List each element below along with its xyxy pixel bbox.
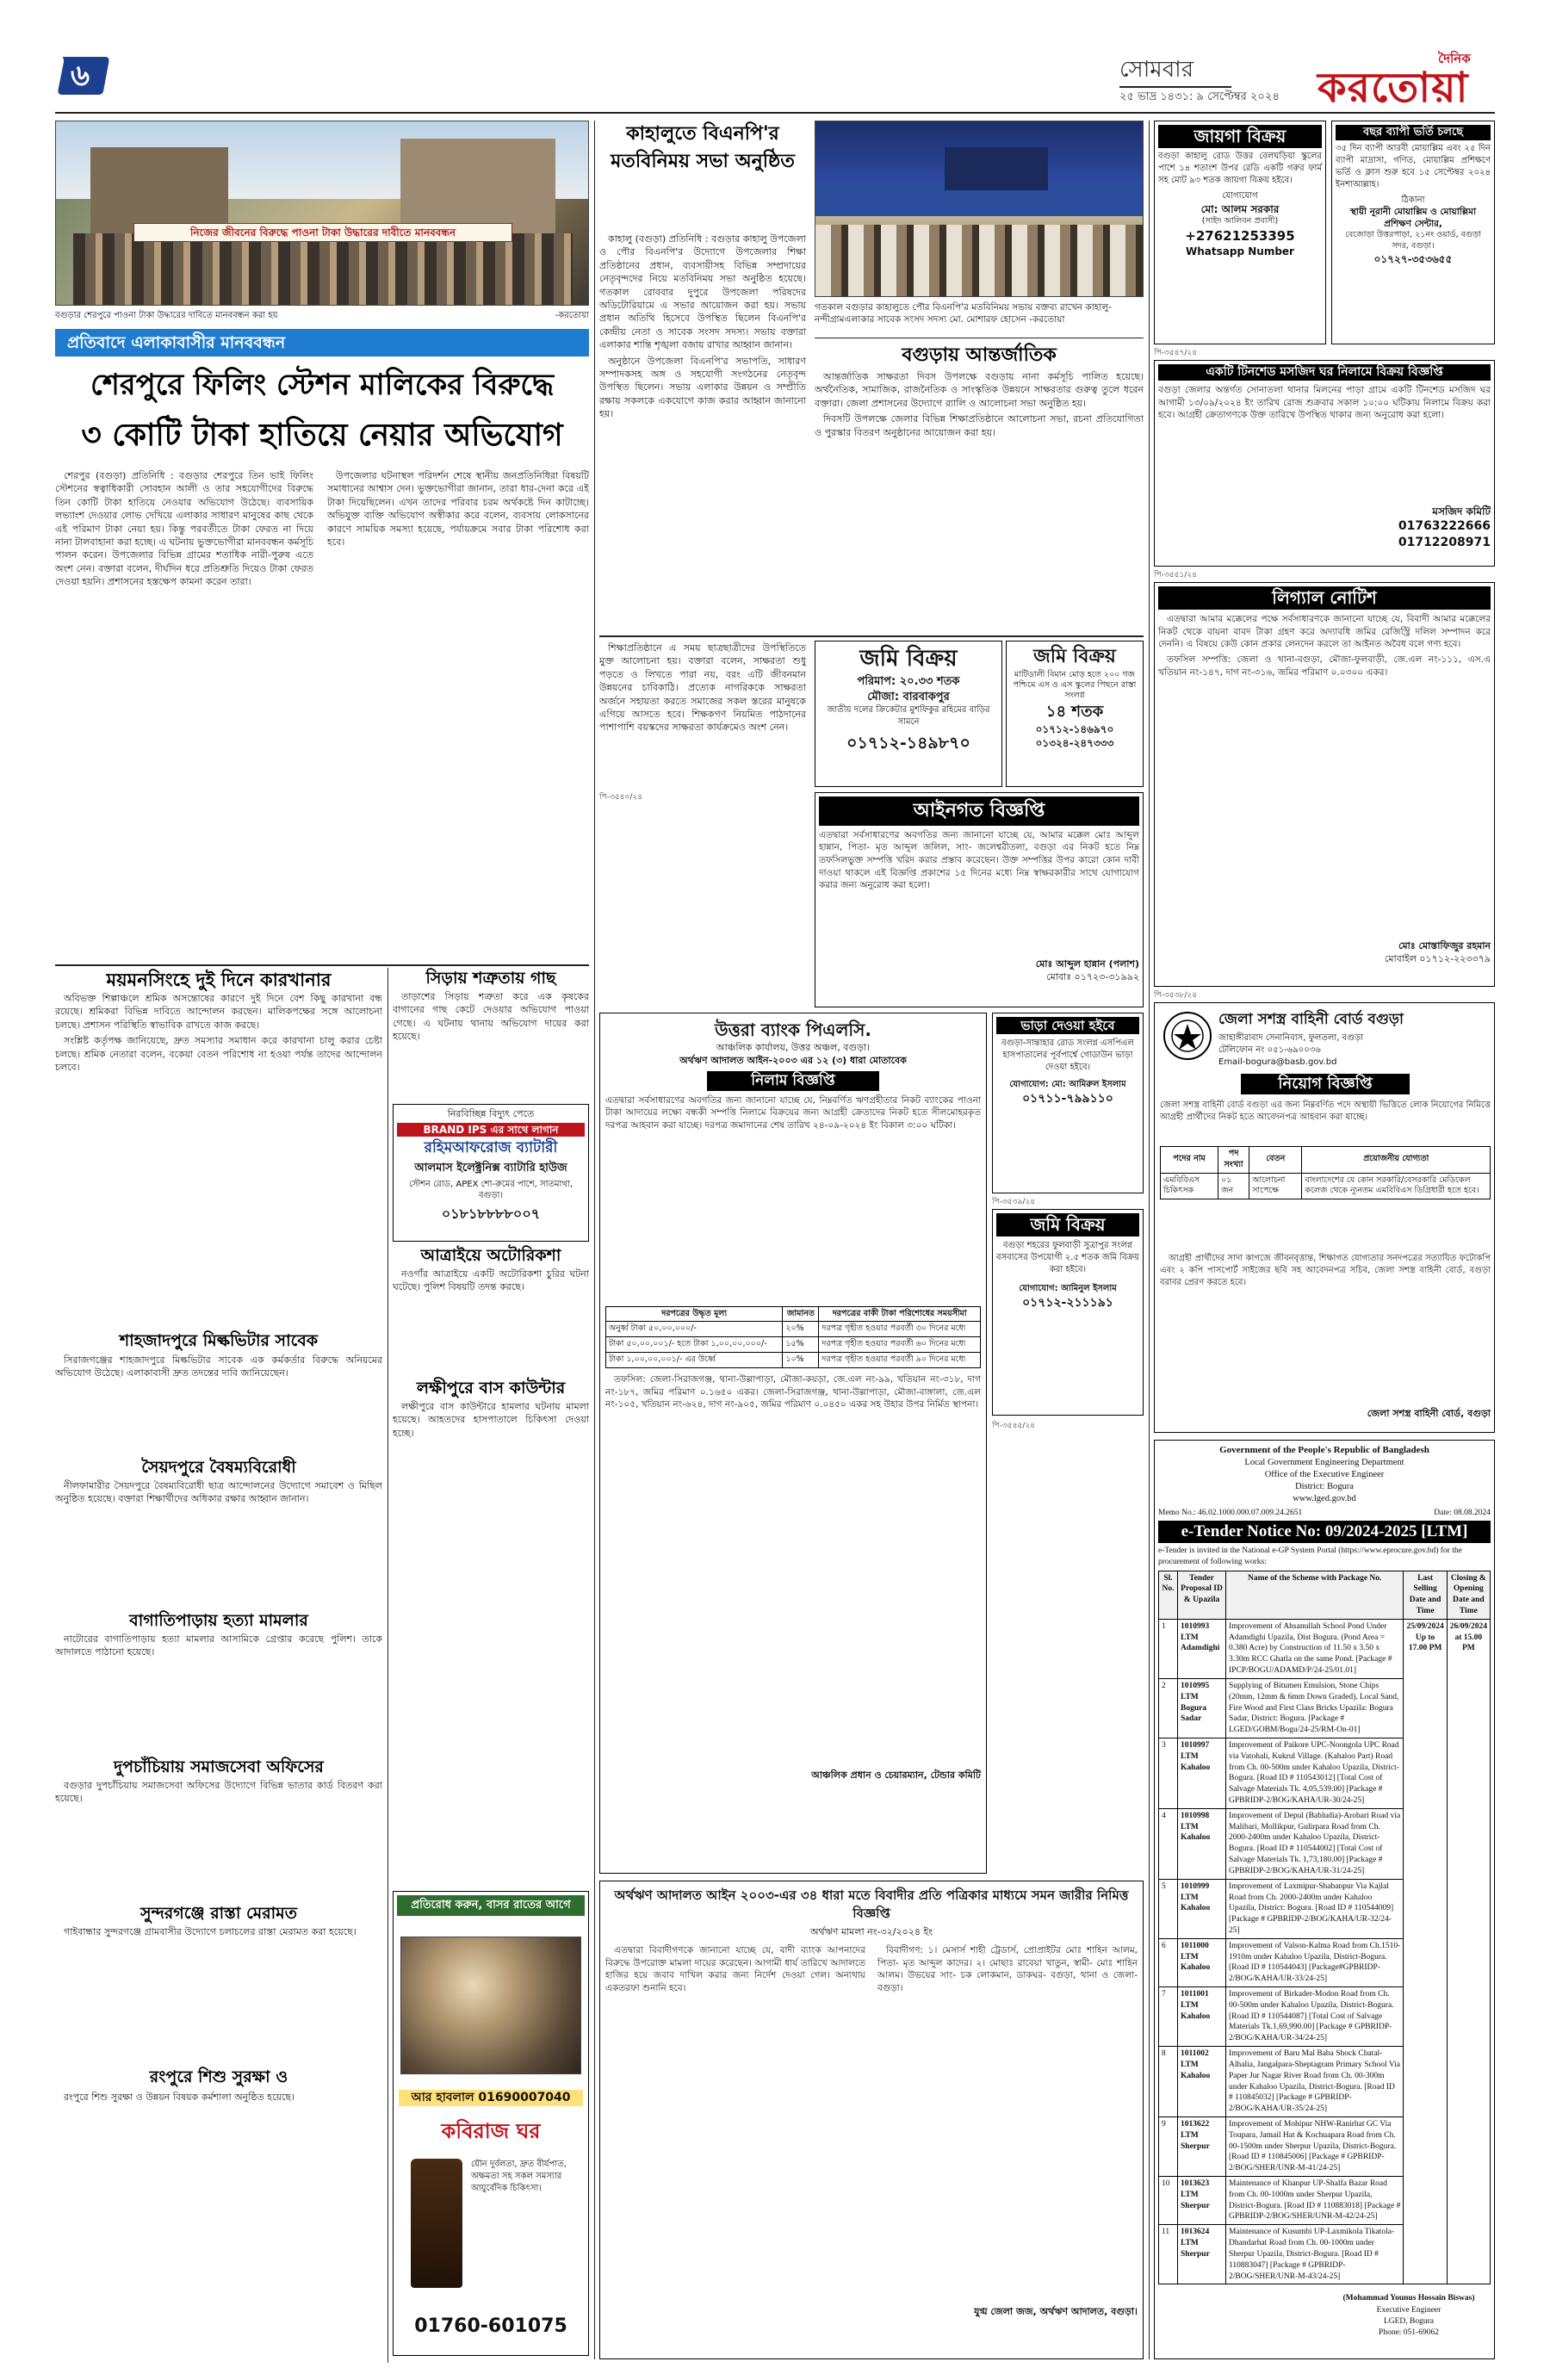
lead-photo-banner: নিজের জীবনের বিরুদ্ধে পাওনা টাকা উদ্ধারের দাবীতে মানববন্ধন	[133, 223, 512, 242]
course-ad-body: ৩৫ দিন ব্যাপী আরবী মোয়াল্লিম এবং ২৫ দিন ব্যাপী মাদ্রাসা, গণিত, মোয়াল্লিম প্রশিক্ষণে ভর্তি ও ক্লাস শুরু হবে ১৫ সেপ্টেম্বর ২০২৪ ইনশাআল্লাহ।	[1336, 143, 1491, 189]
col-mid-filler	[599, 641, 806, 1003]
land-ad-3-contact: যোগাযোগ: আমিনুল ইসলাম	[1019, 1284, 1117, 1293]
logo: করতোয়া	[1318, 64, 1469, 112]
course-ad	[1331, 121, 1495, 344]
legal-notice-1-title: আইনগত বিজ্ঞপ্তি	[819, 796, 1139, 826]
ad-code-1: পি-৩৫৪০/২৪	[599, 793, 643, 802]
col3-body-1	[393, 990, 589, 1102]
army-emblem-icon	[1162, 1010, 1213, 1062]
land-ad-1-area: পরিমাপ: ২০.৩৩ শতক	[857, 675, 960, 689]
tender-cell: 7	[1159, 1987, 1178, 2047]
lead-photo-caption: বগুড়ার শেরপুরে পাওনা টাকা উদ্ধারের দাবিতে মানববন্ধন করা হয়	[55, 311, 278, 320]
court-notice-title: অর্থঋণ আদালত আইন ২০০৩-এর ৩৪ ধারা মতে বিবাদীর প্রতি পত্রিকার মাধ্যমে সমন জারীর নিমিত্ত বিজ্ঞপ্তি	[614, 1887, 1129, 1921]
bank-cell: দরপত্র গৃহীত হওয়ার পরবর্তী ৯০ দিনের মধ্যে	[819, 1353, 981, 1368]
place-ad	[1154, 121, 1326, 344]
col2-body-2-text: সিরাজগঞ্জের শাহজাদপুরে মিল্কভিটার সাবেক এক কর্মকর্তার বিরুদ্ধে অনিয়মের অভিযোগ উঠেছে। এলাকাবাসী দ্রুত তদন্তের দাবি জানিয়েছেন।	[55, 1354, 382, 1379]
tender-cell: 1011002 LTM Kahaloo	[1178, 2047, 1226, 2117]
interfaith-headline: বগুড়ায় আন্তর্জাতিক	[902, 344, 1057, 366]
tender-cell: 8	[1159, 2047, 1178, 2117]
bank-cell: টাকা ১,০০,০০,০০১/- এর উর্ধ্বে	[606, 1353, 783, 1368]
rent-ad	[992, 1013, 1144, 1193]
header-date-rule	[1119, 86, 1231, 88]
col2-headline-4: বাগাতিপাড়ায় হত্যা মামলার	[129, 1611, 308, 1630]
place-ad-phone: +27621253395	[1185, 227, 1295, 244]
medicine-phone-2: 01760-601075	[414, 2315, 567, 2337]
tender-cell: 5	[1159, 1879, 1178, 1938]
tender-cell: 26/09/2024 at 15.00 PM	[1447, 1619, 1490, 2284]
col3-headline-1: সিড়ায় শত্রুতায় গাছ	[425, 969, 556, 988]
bank-cell: দরপত্র গৃহীত হওয়ার পরবর্তী ৩০ দিনের মধ্যে	[819, 1322, 981, 1337]
col2-headline-3: সৈয়দপুরে বৈষম্যবিরোধী	[141, 1458, 296, 1477]
rent-ad-contact: যোগাযোগ: মো: আমিরুল ইসলাম	[1009, 1080, 1126, 1090]
land-ad-2-phone-2: ০১৩২৪-২৪৭৩৩৩	[1035, 737, 1114, 750]
col2-headline-6: সুন্দরগঞ্জে রাস্তা মেরামত	[140, 1904, 297, 1923]
col3-headline-2: আত্রাইয়ে অটোরিকশা	[420, 1246, 561, 1265]
tender-cell: 1013624 LTM Sherpur	[1178, 2225, 1226, 2284]
army-th-0: পদের নাম	[1161, 1147, 1218, 1174]
army-board-email: Email-bogura@basb.gov.bd	[1218, 1057, 1337, 1067]
court-notice-body	[605, 1944, 1138, 2306]
col3-body-2-text: নওগাঁর আত্রাইয়ে একটি অটোরিকশা চুরির ঘটনা ঘটেছে। পুলিশ বিষয়টি তদন্ত করছে।	[393, 1268, 589, 1293]
interfaith-body-text: আন্তর্জাতিক সাক্ষরতা দিবস উপলক্ষে বগুড়ায় নানা কর্মসূচি পালিত হয়েছে। অর্থনৈতিক, সামাজিক, রাজনৈতিক ও সাংস্কৃতিক উন্নয়নে সাক্ষরতার গুরুত্ব তুলে ধরেন বক্তারা। জেলা প্রশাসনের উদ্যোগে র‍্যালি ও আলোচনা সভা অনুষ্ঠিত হয়।	[815, 371, 1144, 409]
bank-th-2: দরপত্রের বাকী টাকা পরিশোধের সময়সীমা	[819, 1306, 981, 1322]
tender-sign-title: Executive Engineer	[1376, 2306, 1442, 2315]
tender-cell: 11	[1159, 2225, 1178, 2284]
rent-ad-title: ভাড়া দেওয়া হইবে	[996, 1017, 1139, 1034]
land-ad-3-phone: ০১৭১২-২১১১৯১	[1022, 1295, 1113, 1310]
bank-branch: আঞ্চলিক কার্যালয়, উত্তর অঞ্চল, বগুড়া।	[716, 1042, 871, 1053]
tender-cell: 1010997 LTM Kahaloo	[1178, 1738, 1226, 1808]
tender-cell: 1010995 LTM Bogura Sadar	[1178, 1678, 1226, 1738]
col2-body-text: অবিভক্ত শিল্পাঞ্চলে শ্রমিক অসন্তোষের কারণে দুই দিনে বেশ কিছু কারখানা বন্ধ রয়েছে। শ্রমিকরা বিভিন্ন দাবিতে আন্দোলন করছেন। মালিকপক্ষের সঙ্গে আলোচনা চলছে। প্রশাসন পরিস্থিতি স্বাভাবিক রাখতে কাজ করছে।	[55, 993, 382, 1031]
tender-cell: 1011000 LTM Kahaloo	[1178, 1938, 1226, 1986]
rent-ad-phone: ০১৭১১-৭৯৯১১০	[1022, 1091, 1113, 1106]
bank-cell: ২০%	[783, 1322, 819, 1337]
tender-cell: Supplying of Bitumen Emulsion, Stone Chips (20mm, 12mm & 6mm Down Graded), Local Sand, Fire Wood and First Class Bricks Upazila: Bogura Sadar, District: Bogura. [Package # LGED/GOBM/Bogu/24-25/RM-On-01]	[1226, 1678, 1404, 1738]
army-board-terms	[1160, 1253, 1491, 1399]
table-row	[606, 1353, 981, 1368]
mosque-ad-phone-1: 01763222666	[1398, 519, 1491, 534]
col2-headline-2: শাহজাদপুরে মিল্কভিটার সাবেক	[119, 1331, 319, 1350]
tender-sign-phone: Phone: 051-69062	[1379, 2328, 1439, 2337]
tender-sign-office: LGED, Bogura	[1383, 2317, 1435, 2326]
bank-name: উত্তরা ব্যাংক পিএলসি.	[715, 1020, 871, 1040]
place-ad-body: বগুড়া কাহালু রোড উত্তর বেলঘড়িয়া স্কুলের পাশে ১৪ শতাংশ উপর রেডি একটি গরুর ফার্ম সহ মোট ৯৩ শতক জায়গা বিক্রয় হইবে।	[1158, 152, 1322, 185]
tender-district: District: Bogura	[1295, 1482, 1354, 1492]
page-number-badge	[55, 53, 112, 96]
army-cell: বাংলাদেশের যে কোন সরকারি/বেসরকারি মেডিকেল কলেজ থেকে ন্যূনতম এমবিবিএস ডিগ্রিধারী হতে হবে।	[1302, 1173, 1491, 1199]
legal-notice-1	[815, 792, 1144, 1007]
course-ad-title: বছর ব্যাপী ভর্তি চলছে	[1336, 125, 1491, 140]
army-th-2: বেতন	[1249, 1147, 1302, 1174]
col2-body-3	[55, 1479, 382, 1608]
ad-code-6: পি-৩৫৩৮/২৪	[1154, 991, 1198, 1000]
tender-th-0: Sl. No.	[1159, 1571, 1178, 1619]
land-ad-3	[992, 1209, 1144, 1416]
tender-cell: Improvement of Depul (Babludia)-Arobari Road via Malibari, Mollikpur, Gulirpara Road from Ch. 2000-2400m under Kahaloo Upazila, District-Bogura. [Road ID # 110544002] [Total Cost of Salvage Materials Tk. 1,73,180.00] [Package # GPBRIDP-2/BOG/KAHA/UR-31/24-25]	[1226, 1808, 1404, 1879]
land-ad-1	[815, 641, 1002, 787]
army-board-table	[1160, 1146, 1491, 1199]
tender-cell: Improvement of Birkader-Modon Road from Ch. 00-500m under Kahaloo Upazila, District-Bogura. [Road ID # 110544087] [Total Cost of Salvage Materials Tk.1,69,990.00] [Package # GPBRIDP-2/BOG/KAHA/UR-34/24-25]	[1226, 1987, 1404, 2047]
kahalu-body-text: কাহালু (বগুড়া) প্রতিনিধি : বগুড়ার কাহালু উপজেলা ও পৌর বিএনপি'র উদ্যোগে উপজেলার শিক্ষা প্রতিষ্ঠানের প্রধান, ব্যবসায়ীসহ বিভিন্ন সম্প্রদায়ের নেতৃবৃন্দদের নিয়ে মতবিনিময় সভা অনুষ্ঠিত হয়েছে। গতকাল রোববার দুপুরে উপজেলা পরিষদের অডিটোরিয়ামে এ সভার আয়োজন করা হয়। সভায় প্রধান অতিথি হিসেবে উপস্থিত ছিলেন বিএনপি'র কেন্দ্রীয় নেতা ও সাবেক সংসদ সদস্য। সভায় বক্তারা এলাকার শান্তি শৃঙ্খলা বজায় রাখার আহ্বান জানান।	[599, 233, 806, 351]
land-ad-1-title: জমি বিক্রয়	[859, 646, 958, 672]
kahalu-bottom-rule	[599, 635, 1144, 637]
land-ad-2-title: জমি বিক্রয়	[1033, 646, 1116, 667]
tender-th-1: Tender Proposal ID & Upazila	[1178, 1571, 1226, 1619]
tender-cell: 10	[1159, 2177, 1178, 2225]
court-notice-body-text-2: বিবাদীগণ: ১। মেসার্স শাহী ট্রেডার্স, প্রোপ্রাইটর মোঃ শাহিন আলম, পিতা- মৃত আব্দুল কাদের। ২। মোছাঃ রাবেয়া খাতুন, স্বামী- মোঃ শাহিন আলম। উভয়ের সাং- চক লোকমান, ডাকঘর- বগুড়া, থানা ও জেলা- বগুড়া।	[877, 1944, 1138, 1993]
mosque-ad-title: একটি টিনশেড মসজিদ ঘর নিলামে বিক্রয় বিজ্ঞপ্তি	[1158, 364, 1491, 381]
army-board-notice: নিয়োগ বিজ্ঞপ্তি	[1241, 1074, 1410, 1094]
col3-body-2	[393, 1267, 589, 1371]
course-ad-addr: বেজোড়া উত্তরপাড়া, ২১নং ওয়ার্ড, বগুড়া সদর, বগুড়া।	[1345, 230, 1481, 251]
court-notice-body-text: এতদ্বারা বিবাদীগণকে জানানো যাচ্ছে যে, বাদী ব্যাংক আপনাদের বিরুদ্ধে উপরোক্ত মামলা দায়ের করেছেন। আগামী ধার্য তারিখে আদালতে হাজির হয়ে জবাব দাখিল করার জন্য নির্দেশ দেওয়া গেল। অন্যথায় একতরফা শুনানি হবে।	[605, 1944, 865, 1993]
col2-body-7	[55, 2091, 382, 2340]
bank-notice-title: নিলাম বিজ্ঞপ্তি	[707, 1071, 879, 1091]
medicine-phone-1: আর হাবলাল 01690007040	[399, 2090, 583, 2106]
battery-line2: BRAND IPS এর সাথে লাগান	[397, 1123, 585, 1137]
land-ad-3-body: বগুড়া শহরের ফুলবাড়ী সুত্রাপুর সংলগ্ন বসবাসের উপযোগী ২.৫ শতক জমি বিক্রয় করা হইবে।	[996, 1241, 1139, 1274]
ad-code-3: পি-৩৫৪৫/২৪	[992, 1422, 1036, 1430]
tender-cell: Maintenance of Khanpur UP-Shalfa Bazar Road from Ch. 00-1000m under Sherpur Upazila, District-Bogura. [Road ID # 110883018] [Package # GPBRIDP-2/BOG/SHER/UNR-M-42/24-25]	[1226, 2177, 1404, 2225]
army-cell: ০১ জন	[1218, 1173, 1249, 1199]
logo-small: দৈনিক	[1438, 51, 1471, 66]
battery-ad	[393, 1104, 589, 1242]
place-ad-contact: যোগাযোগ	[1222, 191, 1258, 201]
course-ad-phone: ০১৭২৭-৩৫৩৬৫৫	[1373, 253, 1453, 266]
land-ad-2-loc: মাটিডালী বিমান মোড় হতে ২০০ গজ পশ্চিমে এস ও এস স্কুলের পিছনে রাস্তা সংলগ্ন	[1013, 669, 1137, 701]
course-ad-addr-title: ঠিকানা	[1401, 195, 1425, 205]
tender-cell: 9	[1159, 2117, 1178, 2176]
bank-th-1: জামানত	[783, 1306, 819, 1322]
tender-sign-name: (Mohammad Younus Hossain Biswas)	[1342, 2294, 1475, 2303]
bank-law: অর্থঋণ আদালত আইন-২০০৩ এর ১২ (৩) ধারা মোতাবেক	[679, 1054, 907, 1066]
army-board-tel: টেলিফোন নং ০৫১-৬৯০০৩৬	[1218, 1045, 1321, 1055]
court-notice-sign: যুগ্ম জেলা জজ, অর্থঋণ আদালত, বগুড়া।	[974, 2305, 1138, 2317]
tender-th-4: Closing & Opening Date and Time	[1447, 1571, 1490, 1619]
mosque-ad-sign: মসজিদ কমিটি	[1432, 505, 1491, 518]
tender-table	[1158, 1571, 1491, 2285]
tender-cell: Maintenance of Kusumbi UP-Laxmikola Tikatola-Dhandarhat Road from Ch. 00-1000m under Sherpur Upazila, District-Bogura. [Road ID # 110883047] [Package # GPBRIDP-2/BOG/SHER/UNR-M-43/24-25]	[1226, 2225, 1404, 2284]
battery-phone: ০১৮১৮৮৮৮০০৭	[441, 1205, 541, 1222]
bank-schedule	[605, 1373, 981, 1770]
army-board-addr: জাহাঙ্গীরাবাদ সেনানিবাস, ফুলতলা, বগুড়া	[1218, 1033, 1364, 1043]
bank-sign: আঞ্চলিক প্রধান ও চেয়ারম্যান, টেন্ডার কমিটি	[811, 1769, 981, 1781]
table-row	[606, 1322, 981, 1337]
tender-cell: 6	[1159, 1938, 1178, 1986]
tender-cell: 1010998 LTM Kahaloo	[1178, 1808, 1226, 1879]
tender-cell: 1013622 LTM Sherpur	[1178, 2117, 1226, 2176]
col3-body-3-text: লক্ষীপুরে বাস কাউন্টারে হামলার ঘটনায় মামলা হয়েছে। আহতদের হাসপাতালে চিকিৎসা দেওয়া হচ্ছে।	[393, 1401, 589, 1439]
ad-code-2: পি-৩৫৩৯/২৪	[992, 1198, 1036, 1206]
col2-body-6	[55, 1925, 382, 2063]
tender-th-3: Last Selling Date and Time	[1404, 1571, 1447, 1619]
land-ad-1-phone: ০১৭১২-১৪৯৮৭০	[846, 734, 970, 753]
header-day: সোমবার	[1119, 57, 1194, 83]
legal-notice-2	[1154, 582, 1495, 987]
legal-notice-2-sign: মোঃ মোস্তাফিজুর রহমান	[1398, 940, 1491, 951]
right-col-divider	[1149, 121, 1150, 2359]
land-ad-3-title: জমি বিক্রয়	[996, 1213, 1139, 1236]
tender-cell: Improvement of Laxmipur-Shabanpur Via Kajlal Road from Ch. 2000-2400m under Kahaloo Upazila, District: Bogura. [Road ID # 110544009] [Package # GPBRIDP-2/BOG/KAHA/UR-32/24-25]	[1226, 1879, 1404, 1938]
mosque-ad-phone-2: 01712208971	[1398, 535, 1491, 549]
legal-notice-1-body: এতদ্বারা সর্বসাধারণের অবগতির জন্য জানানো যাচ্ছে যে, আমার মক্কেল মোঃ আব্দুল হান্নান, পিতা- মৃত আব্দুল জলিল, সাং- জলেশ্বরীতলা, বগুড়া এর নিকট হতে নিম্ন তফসিলভুক্ত সম্পত্তি খরিদ করার প্রস্তাব করেছেন। উক্ত সম্পত্তির উপর কারো কোন দাবী দাওয়া থাকলে এই বিজ্ঞপ্তি প্রকাশের ১৫ দিনের মধ্যে নিম্ন স্বাক্ষরকারীর সাথে যোগাযোগ করার জন্য অনুরোধ করা হলো।	[819, 829, 1139, 891]
legal-notice-2-body	[1158, 613, 1491, 940]
land-ad-2-area: ১৪ শতক	[1045, 702, 1104, 721]
army-board-terms-text: আগ্রহী প্রার্থীদের সাদা কাগজে জীবনবৃত্তান্ত, শিক্ষাগত যোগ্যতার সনদপত্রের সত্যায়িত ফটোকপি এবং ২ কপি পাসপোর্ট সাইজের ছবি সহ আবেদনপত্র সচিব, জেলা সশস্ত্র বাহিনী বোর্ড, বগুড়া বরাবর প্রেরণ করতে হবে।	[1160, 1254, 1491, 1287]
legal-notice-2-phone: মোবাইল ০১৭১২-২২৩৩৭৯	[1384, 952, 1491, 964]
legal-notice-2-body-text: এতদ্বারা আমার মক্কেলের পক্ষে সর্বসাধারণকে জানানো যাচ্ছে যে, বিবাদী আমার মক্কেলের নিকট থেকে বায়না বাবদ টাকা গ্রহণ করে অদ্যাবধি জমির রেজিস্ট্রি দলিল সম্পাদন করে দেননি। এ বিষয়ে কেউ কোন প্রকার লেনদেন করলে তা আইনত অবৈধ বলে গণ্য হবে।	[1158, 614, 1491, 650]
bank-table	[605, 1306, 981, 1368]
tender-cell: Improvement of Baru Mal Baba Shock Chatal-Alhalia, Jangalpara-Sheptagram Primary School Via Paper Jur Nagar River Road from Ch. 00-300m under Kahaloo Upazila, District-Bogura. [Road ID # 110845032] [Package # GPBRIDP-2/BOG/KAHA/UR-35/24-25]	[1226, 2047, 1404, 2117]
bank-cell: ১০%	[783, 1353, 819, 1368]
battery-brand: রহিমআফরোজ ব্যাটারী	[424, 1139, 558, 1157]
legal-notice-2-title: লিগ্যাল নোটিশ	[1158, 586, 1491, 610]
bank-auction-ad	[599, 1013, 987, 1874]
tender-cell: 25/09/2024 Up to 17.00 PM	[1404, 1619, 1447, 2284]
bank-th-0: দরপত্রের উদ্ধৃত মূল্য	[606, 1306, 783, 1322]
table-row	[1159, 1619, 1491, 1678]
medicine-photo	[400, 1937, 581, 2074]
col2-body-5	[55, 1779, 382, 1900]
battery-line1: নিরবিচ্ছিন্ন বিদ্যুৎ পেতে	[447, 1108, 535, 1119]
lead-body-a	[55, 469, 313, 960]
tender-cell: 4	[1159, 1808, 1178, 1879]
army-board-title: জেলা সশস্ত্র বাহিনী বোর্ড বগুড়া	[1218, 1011, 1404, 1028]
bank-cell: ১৫%	[783, 1337, 819, 1353]
medicine-body: যৌন দুর্বলতা, দ্রুত বীর্যপাত, অক্ষমতা সহ সকল সমস্যার আয়ুর্বেদিক চিকিৎসা।	[471, 2160, 567, 2193]
army-cell: আলোচনা সাপেক্ষে	[1249, 1173, 1302, 1199]
medicine-bottle	[411, 2159, 462, 2288]
course-ad-name: স্থায়ী নূরানী মোয়াল্লিম ও মোয়াল্লিমা প্রশিক্ষণ সেন্টার,	[1349, 207, 1477, 230]
kahalu-headline: কাহালুতে বিএনপি'র মতবিনিময় সভা অনুষ্ঠিত	[611, 123, 795, 172]
col2-body	[55, 992, 382, 1328]
table-row	[1161, 1173, 1491, 1199]
tender-cell: 1011001 LTM Kahaloo	[1178, 1987, 1226, 2047]
land-ad-2-phone: ০১৭১২-১৪৬৯৭০	[1035, 723, 1114, 736]
lead-body: শেরপুর (বগুড়া) প্রতিনিধি : বগুড়ার শেরপুরে তিন ভাই ফিলিং স্টেশনের স্বত্বাধিকারী সোবহান আলী ও তার সহযোগীদের বিরুদ্ধে তিন কোটি টাকা হাতিয়ে নেওয়ার অভিযোগ উঠেছে। ব্যবসায়িক লভ্যাংশ দেওয়ার লোভ দেখিয়ে এলাকার সাধারণ মানুষের কাছ থেকে এই পরিমাণ টাকা নেয়া হয়। কিন্তু পরবর্তীতে টাকা ফেরত না দিয়ে নানা টালবাহানা করা হচ্ছে। এ ঘটনায় ভুক্তভোগীরা মানববন্ধন কর্মসূচি পালন করেন। উপজেলার বিভিন্ন গ্রামের শতাধিক নারী-পুরুষ এতে অংশ নেন। বক্তারা বলেন, দীর্ঘদিন ধরে প্রতিশ্রুতি দিয়েও টাকা ফেরত দেওয়া হয়নি। প্রশাসনের হস্তক্ষেপ কামনা করেন তারা।	[55, 470, 313, 588]
tender-cell: 1	[1159, 1619, 1178, 1678]
bank-cell: দরপত্র গৃহীত হওয়ার পরবর্তী ৬০ দিনের মধ্যে	[819, 1337, 981, 1353]
tender-web: www.lged.gov.bd	[1293, 1494, 1356, 1504]
tender-title: e-Tender Notice No: 09/2024-2025 [LTM]	[1158, 1521, 1491, 1543]
court-notice	[599, 1881, 1144, 2359]
tender-cell: 2	[1159, 1678, 1178, 1738]
tender-cell: 1010999 LTM Kahaloo	[1178, 1879, 1226, 1938]
land-ad-1-loc: জাতীয় দলের ক্রিকেটার মুশফিকুর রহিমের বাড়ির সামনে	[827, 705, 990, 727]
col2-headline: ময়মনসিংহে দুই দিনে কারখানার	[106, 970, 332, 990]
lead-photo	[55, 121, 589, 306]
tender-dept: Local Government Engineering Department	[1244, 1457, 1404, 1467]
meeting-caption: গতকাল বগুড়ার কাহালুতে পৌর বিএনপি'র মতবিনিময় সভায় বক্তব্য রাখেন কাহালু-নন্দীগ্রামএলাকার সাবেক সংসদ সদস্য মো. মোশারফ হোসেন -করতোয়া	[815, 302, 1112, 325]
col2-body-2	[55, 1354, 382, 1457]
medicine-top: প্রতিরোধ করুন, বাসর রাতের আগে	[397, 1895, 585, 1916]
col3-body-3	[393, 1400, 589, 1882]
place-ad-title: জায়গা বিক্রয়	[1158, 125, 1322, 148]
bank-schedule-text: তফসিল: জেলা-সিরাজগঞ্জ, থানা-উল্লাপাড়া, মৌজা-কয়ড়া, জে.এল নং-৯৯, খতিয়ান নং-৩১৮, দাগ নং-১৮৭, জমির পরিমাণ ০.১৬৫০ একর। জেলা-সিরাজগঞ্জ, থানা-উল্লাপাড়া, মৌজা-বাঙ্গালা, জে.এল নং-১০৫, খতিয়ান নং-৬২৪, দাগ নং-৯০৫, জমির পরিমাণ ০.০৪৫০ একর সহ উহার উপর নির্মিত স্থাপনা।	[605, 1373, 981, 1410]
kahalu-body	[599, 232, 806, 629]
mosque-ad-body: বগুড়া জেলার অন্তর্গত সোনাতলা থানার মিলনের পাড়া গ্রামে একটি টিনশেড মসজিদ ঘর আগামী ১৩/০৯/২০২৪ ইং তারিখ রোজ শুক্রবার সকাল ১০:০০ ঘটিকায় নিলামে বিক্রয় করা হবে। আগ্রহী ক্রেতাগণকে উক্ত তারিখে উপস্থিত থাকার জন্য অনুরোধ করা হলো।	[1158, 384, 1491, 421]
tender-th-2: Name of the Scheme with Package No.	[1226, 1571, 1404, 1619]
col1-divider	[594, 121, 595, 2359]
meeting-photo	[815, 121, 1144, 297]
tender-cell: 1013623 LTM Sherpur	[1178, 2177, 1226, 2225]
col2-body-6-text: গাইবান্ধার সুন্দরগঞ্জে গ্রামবাসীর উদ্যোগে চলাচলের রাস্তা মেরামত করা হয়েছে।	[64, 1926, 356, 1937]
bank-body: এতদ্বারা সর্বসাধারণের অবগতির জন্য জানানো যাচ্ছে যে, নিম্নবর্ণিত ঋণগ্রহীতার নিকট ব্যাংকের পাওনা টাকা আদায়ের লক্ষ্যে বন্ধকী সম্পত্তি নিলামে বিক্রয়ের জন্য আগ্রহী ক্রেতাদের নিকট হতে সীলমোহরকৃত দরপত্র আহবান করা যাচ্ছে। দরপত্র জমাদানের শেষ তারিখ ২৪-০৯-২০২৪ ইং বিকাল ৩:০০ ঘটিকা।	[605, 1094, 981, 1131]
col2-body-4-text: নাটোরের বাগাতিপাড়ায় হত্যা মামলার আসামিকে গ্রেপ্তার করেছে পুলিশ। তাকে আদালতে পাঠানো হয়েছে।	[55, 1633, 382, 1658]
lead-body-b	[327, 469, 589, 960]
header-rule	[55, 112, 1495, 114]
header-date: ২৫ ভাদ্র ১৪৩১: ৯ সেপ্টেম্বর ২০২৪	[1119, 90, 1280, 103]
interfaith-body-text-2: দিবসটি উপলক্ষে জেলার বিভিন্ন শিক্ষাপ্রতিষ্ঠানে আলোচনা সভা, রচনা প্রতিযোগিতা ও পুরস্কার বিতরণ অনুষ্ঠানের আয়োজন করা হয়।	[815, 413, 1144, 438]
lead-headline-2: ৩ কোটি টাকা হাতিয়ে নেয়ার অভিযোগ	[81, 418, 563, 453]
col3-body-1-text: তাড়াশের সিড়ায় শত্রুতা করে এক কৃষকের বাগানের গাছ কেটে দেওয়ার অভিযোগ পাওয়া গেছে। এ ঘটনায় থানায় অভিযোগ দায়ের করা হয়েছে।	[393, 991, 589, 1043]
interfaith-body	[815, 370, 1144, 629]
tender-cell: Improvement of Ahsanullah School Pond Under Adamdighi Upazila, Dist Bogura. (Pond Area = 0.380 Acre) by Construction of 11.50 x 3.50 x 3.30m RCC Ghatla on the same Pond. [Package # IPCP/BOGU/ADAMD/P/24-25/01.01]	[1226, 1619, 1404, 1678]
battery-address: স্টেশন রোড, APEX শো-রুমের পাশে, সাতমাথা, বগুড়া।	[409, 1179, 573, 1201]
army-cell: এমবিবিএস চিকিৎসক	[1161, 1173, 1218, 1199]
lead-body-cont: উপজেলার ঘটনাস্থল পরিদর্শন শেষে স্থানীয় জনপ্রতিনিধিরা বিষয়টি সমাধানের আশ্বাস দেন। ভুক্তভোগীরা জানান, তারা ধার-দেনা করে এই টাকা দিয়েছিলেন। এখন তাদের পরিবার চরম অর্থকষ্টে দিন কাটাচ্ছে। অভিযুক্ত ব্যক্তি অভিযোগ অস্বীকার করে বলেন, ব্যবসায় লোকসানের কারণে সাময়িক সমস্যা হয়েছে, পর্যায়ক্রমে সবার টাকা পরিশোধ করা হবে।	[327, 470, 589, 548]
court-notice-case: অর্থঋণ মামলা নং-৩২/২০২৪ ইং	[809, 1926, 933, 1937]
tender-gov: Government of the People's Republic of Bangladesh	[1219, 1445, 1429, 1455]
col-mid-filler-text: শিক্ষাপ্রতিষ্ঠানে এ সময় ছাত্রছাত্রীদের উপস্থিতিতে মুক্ত আলোচনা হয়। বক্তারা বলেন, সাক্ষরতা শুধু পড়তে ও লিখতে পারা নয়, বরং এটি জীবনমান উন্নয়নের চাবিকাঠি। প্রত্যেক নাগরিককে সাক্ষরতা অর্জনে সহায়তা করতে সমাজের সকল স্তরের মানুষকে এগিয়ে আসতে হবে। শিক্ষকগণ নিয়মিত পাঠদানের পাশাপাশি বয়স্কদের সাক্ষরতা কার্যক্রমেও অংশ নেন।	[599, 642, 806, 734]
kahalu-body-text-2: অনুষ্ঠানে উপজেলা বিএনপি'র সভাপতি, সাধারণ সম্পাদকসহ অঙ্গ ও সহযোগী সংগঠনের নেতৃবৃন্দ উপস্থিত ছিলেন। সভায় এলাকার উন্নয়ন ও সম্প্রীতি রক্ষায় সকলকে একযোগে কাজ করার আহ্বান জানানো হয়।	[599, 355, 806, 420]
ad-code-5: পি-৩৫৫১/২৪	[1154, 571, 1198, 580]
land-ad-2	[1006, 641, 1144, 787]
tender-cell: 3	[1159, 1738, 1178, 1808]
col2-headline-7: রংপুরে শিশু সুরক্ষা ও	[149, 2067, 288, 2086]
place-ad-name: মো: আলম সরকার	[1200, 202, 1280, 215]
army-board-intro: জেলা সশস্ত্র বাহিনী বোর্ড বগুড়া এর জন্য নিম্নবর্ণিত পদে অস্থায়ী ভিত্তিতে লোক নিয়োগের নিমিত্তে আগ্রহী প্রার্থীদের নিকট হতে আবেদনপত্র আহবান করা যাচ্ছে।	[1160, 1100, 1491, 1122]
place-ad-whatsapp: Whatsapp Number	[1186, 245, 1294, 257]
ad-code-4: পি-৩৫৪৭/২৪	[1154, 349, 1198, 357]
legal-notice-2-body-text-2: তফসিল সম্পত্তি: জেলা ও থানা-বগুড়া, মৌজা-ফুলবাড়ী, জে.এল নং-১১১, এস.এ খতিয়ান নং-১৪৭, দাগ নং-৩১৬, জমির পরিমাণ ০.০৩০০ একর।	[1158, 654, 1491, 678]
land-ad-1-mouza: মৌজা: বারবাকপুর	[867, 690, 950, 703]
tender-cell: Improvement of Mohipur NHW-Ranirhat GC Via Toupara, Jamail Hat & Kochuapara Road from Ch. 00-1500m under Sherpur Upazila, District-Bogura. [Road ID # 110845006] [Package # GPBRIDP-2/BOG/SHER/UNR-M-41/24-25]	[1226, 2117, 1404, 2176]
col2-body-7-text: রংপুরে শিশু সুরক্ষা ও উন্নয়ন বিষয়ক কর্মশালা অনুষ্ঠিত হয়েছে।	[64, 2092, 294, 2103]
army-th-3: প্রয়োজনীয় যোগ্যতা	[1302, 1147, 1491, 1174]
table-row	[606, 1337, 981, 1353]
medicine-title: কবিরাজ ঘর	[441, 2119, 541, 2143]
col3-headline-3: লক্ষীপুরে বাস কাউন্টার	[416, 1379, 566, 1398]
army-th-1: পদ সংখ্যা	[1218, 1147, 1249, 1174]
lead-photo-credit: -করতোয়া	[555, 311, 589, 320]
page-number: ৬	[71, 59, 90, 93]
place-ad-sub: (সাইদ আলিবন প্রবাসী)	[1201, 215, 1279, 226]
legal-notice-1-phone: মোবাঃ ০১৭২৩-৩১৯৯২	[1046, 970, 1139, 982]
tender-cell: Improvement of Paikore UPC-Noongola UPC Road via Vatohali, Kukrul Village. (Kahaloo Part) Road from Ch. 00-500m under Kahaloo Upazila, District-Bogura. [Road ID # 110543012] [Total Cost of Salvage Materials Tk. 4,05,539.00] [Package # GPBRIDP-2/BOG/KAHA/UR-30/24-25]	[1226, 1738, 1404, 1808]
tender-date: Date: 08.08.2024	[1434, 1508, 1491, 1517]
army-board-ad	[1154, 1002, 1495, 1433]
col2-headline-5: দুপচাঁচিয়ায় সমাজসেবা অফিসের	[114, 1757, 324, 1776]
tender-cell: 1010993 LTM Adamdighi	[1178, 1619, 1226, 1678]
tender-memo: Memo No.: 46.02.1000.000.07.009.24.2651	[1158, 1508, 1303, 1517]
tender-intro: e-Tender is invited in the National e-GP System Portal (https://www.eprocure.gov.bd) for the procurement of following works:	[1158, 1546, 1462, 1566]
tender-office: Office of the Executive Engineer	[1264, 1470, 1385, 1480]
lead-bottom-rule	[55, 964, 589, 966]
army-board-sign: জেলা সশস্ত্র বাহিনী বোর্ড, বগুড়া	[1367, 1408, 1491, 1419]
mosque-ad	[1154, 360, 1495, 567]
col2-body-text-2: সংশ্লিষ্ট কর্তৃপক্ষ জানিয়েছে, দ্রুত সমস্যার সমাধান করে কারখানা চালু করার চেষ্টা চলছে। শ্রমিক নেতারা বলেন, বকেয়া বেতন পরিশোধ না হওয়া পর্যন্ত তাদের আন্দোলন চলবে।	[55, 1035, 382, 1073]
bank-cell: টাকা ৫০,০০,০০১/- হতে টাকা ১,০০,০০,০০০/-	[606, 1337, 783, 1353]
col2-body-5-text: বগুড়ার দুপচাঁচিয়ায় সমাজসেবা অফিসের উদ্যোগে বিভিন্ন ভাতার কার্ড বিতরণ করা হয়েছে।	[55, 1780, 382, 1805]
bank-cell: অনুর্ধ্ব টাকা ৫০,০০,০০০/-	[606, 1322, 783, 1337]
lead-kicker: প্রতিবাদে এলাকাবাসীর মানববন্ধন	[55, 329, 589, 356]
e-tender-notice	[1154, 1440, 1495, 2359]
rent-ad-body: বগুড়া-সান্তাহার রোড সংলগ্ন এসপিএল হাসপাতালের পূর্বপার্শ্বে গোডাউন ভাড়া দেওয়া হইবে।	[1001, 1038, 1134, 1073]
legal-notice-1-signer: মোঃ আব্দুল হান্নান (পলাশ)	[1035, 958, 1139, 970]
lead-headline-1: শেরপুরে ফিলিং স্টেশন মালিকের বিরুদ্ধে	[90, 368, 555, 402]
col2-body-4	[55, 1633, 382, 1762]
col2-body-3-text: নীলফামারীর সৈয়দপুরে বৈষম্যবিরোধী ছাত্র আন্দোলনের উদ্যোগে সমাবেশ ও মিছিল অনুষ্ঠিত হয়েছে। বক্তারা শিক্ষার্থীদের অধিকার রক্ষার আহ্বান জানান।	[55, 1480, 382, 1505]
battery-shop: আলমাস ইলেক্ট্রনিক্স ব্যাটারি হাউজ	[414, 1161, 567, 1175]
medicine-ad	[393, 1891, 589, 2356]
tender-cell: Improvement of Valson-Kalma Road from Ch.1510-1910m under Kahaloo Upazila, District-Bogura. [Road ID # 110544043] [Package#GPBRIDP-2/BOG/KAHA/UR-33/24-25]	[1226, 1938, 1404, 1986]
